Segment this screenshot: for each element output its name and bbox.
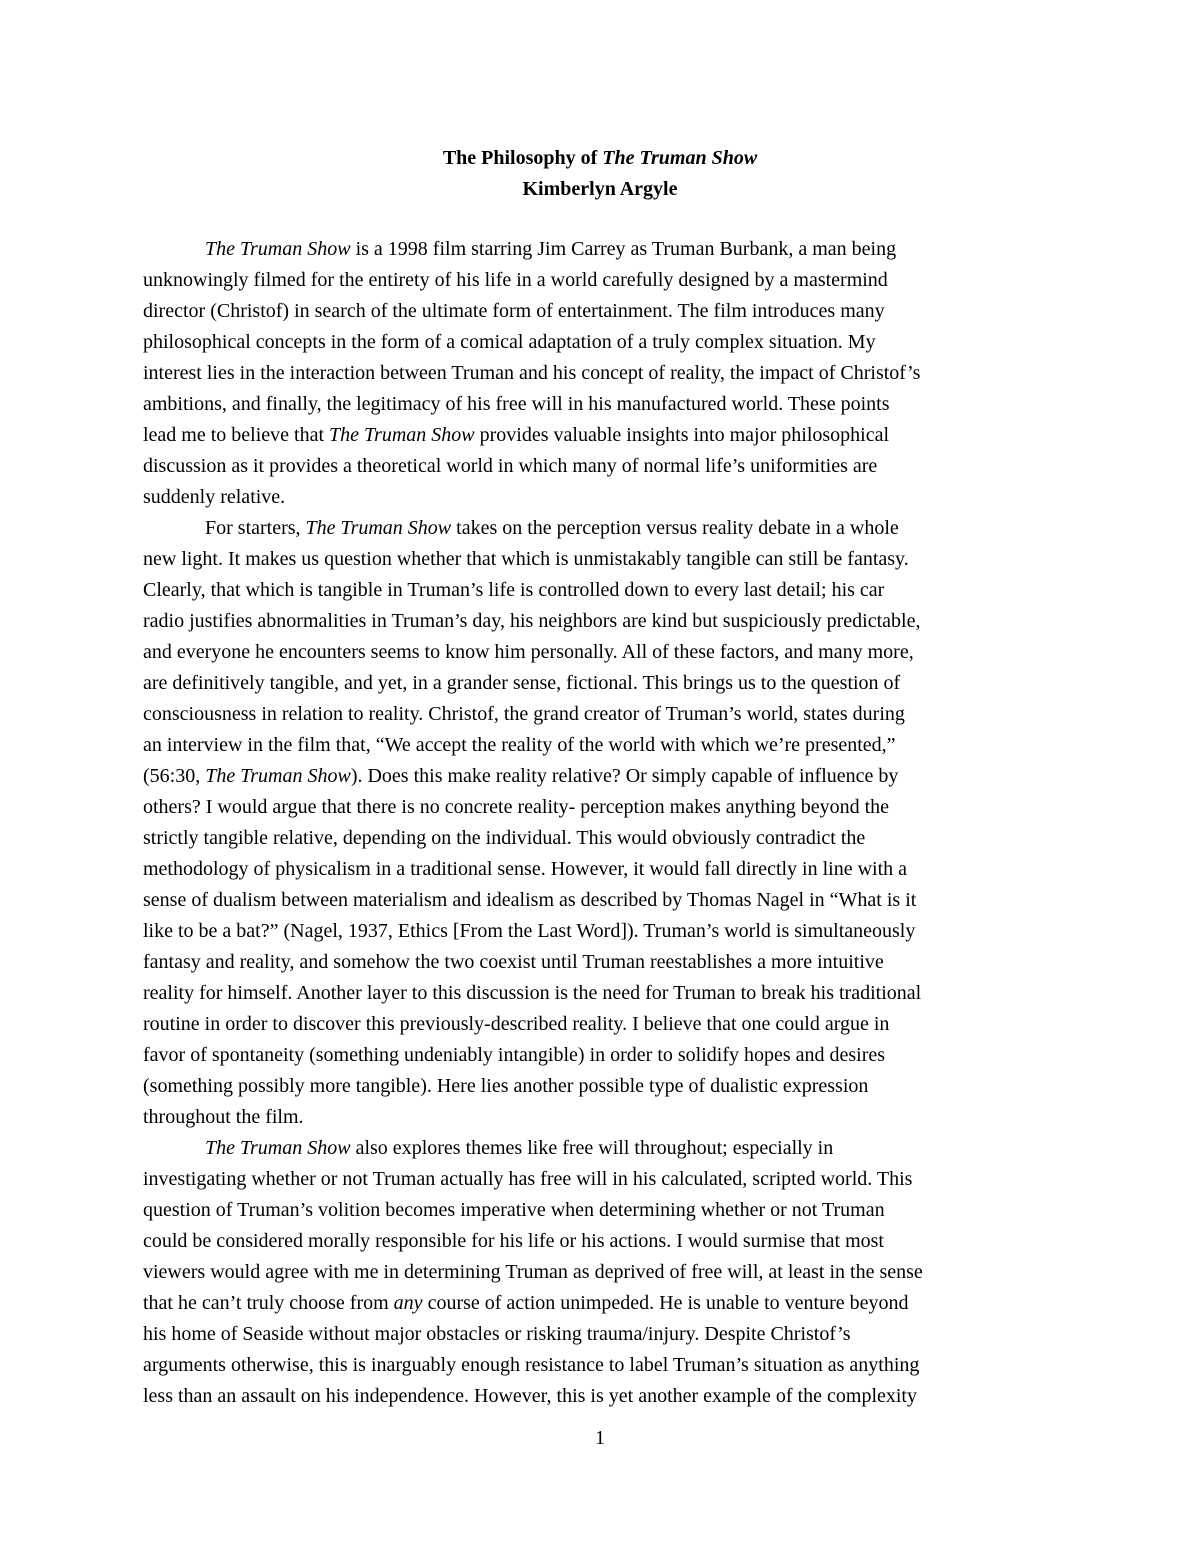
italic-title: The Truman Show bbox=[205, 238, 351, 260]
italic-title: any bbox=[393, 1292, 423, 1314]
paragraph bbox=[143, 1133, 1063, 1412]
paragraph bbox=[143, 234, 1063, 513]
paragraph bbox=[143, 513, 1063, 1133]
text-line bbox=[81, 575, 1063, 606]
text-segment: course of action unimpeded. He is unable to venture beyond bbox=[422, 1292, 909, 1314]
italic-title: The Truman Show bbox=[205, 1137, 351, 1159]
title-italic: The Truman Show bbox=[602, 147, 758, 169]
text-segment: methodology of physicalism in a traditional sense. However, it would fall directly in line with a bbox=[143, 858, 908, 880]
text-line bbox=[81, 823, 1063, 854]
text-segment: viewers would agree with me in determining Truman as deprived of free will, at least in the sense bbox=[143, 1261, 923, 1283]
text-segment: strictly tangible relative, depending on the individual. This would obviously contradict the bbox=[143, 827, 866, 849]
text-line bbox=[81, 1257, 1063, 1288]
text-segment: investigating whether or not Truman actually has free will in his calculated, scripted world. This bbox=[143, 1168, 913, 1190]
text-line bbox=[81, 854, 1063, 885]
text-line bbox=[81, 451, 1063, 482]
italic-title: The Truman Show bbox=[205, 765, 351, 787]
text-line bbox=[81, 1288, 1063, 1319]
text-line bbox=[81, 637, 1063, 668]
text-segment: takes on the perception versus reality debate in a whole bbox=[451, 517, 899, 539]
text-line bbox=[81, 420, 1063, 451]
text-line bbox=[81, 482, 1063, 513]
text-line bbox=[143, 234, 1063, 265]
text-segment: interest lies in the interaction between Truman and his concept of reality, the impact of Christof’s bbox=[143, 362, 921, 384]
text-line bbox=[81, 1350, 1063, 1381]
text-segment: radio justifies abnormalities in Truman’s day, his neighbors are kind but suspiciously predictable, bbox=[143, 610, 921, 632]
text-segment: his home of Seaside without major obstacles or risking trauma/injury. Despite Christof’s bbox=[143, 1323, 851, 1345]
text-segment: less than an assault on his independence. However, this is yet another example of the complexity bbox=[143, 1385, 917, 1407]
text-segment: sense of dualism between materialism and idealism as described by Thomas Nagel in “What is it bbox=[143, 889, 917, 911]
text-line bbox=[81, 947, 1063, 978]
text-line bbox=[81, 389, 1063, 420]
text-segment: discussion as it provides a theoretical world in which many of normal life’s uniformities are bbox=[143, 455, 878, 477]
text-segment: like to be a bat?” (Nagel, 1937, Ethics [From the Last Word]). Truman’s world is simultaneously bbox=[143, 920, 916, 942]
text-line bbox=[81, 1009, 1063, 1040]
text-segment: (something possibly more tangible). Here lies another possible type of dualistic expression bbox=[143, 1075, 869, 1097]
text-line bbox=[81, 1381, 1063, 1412]
document-header bbox=[0, 143, 1200, 205]
text-line bbox=[81, 1040, 1063, 1071]
text-line bbox=[81, 265, 1063, 296]
text-segment: unknowingly filmed for the entirety of his life in a world carefully designed by a mastermind bbox=[143, 269, 888, 291]
text-line bbox=[81, 296, 1063, 327]
text-segment: reality for himself. Another layer to this discussion is the need for Truman to break his traditional bbox=[143, 982, 922, 1004]
text-segment: could be considered morally responsible for his life or his actions. I would surmise that most bbox=[143, 1230, 884, 1252]
text-segment: ambitions, and finally, the legitimacy of his free will in his manufactured world. These points bbox=[143, 393, 890, 415]
text-line bbox=[81, 1226, 1063, 1257]
text-line bbox=[81, 1319, 1063, 1350]
text-line bbox=[81, 1164, 1063, 1195]
text-line bbox=[81, 358, 1063, 389]
text-segment: (56:30, bbox=[143, 765, 206, 787]
text-line bbox=[81, 668, 1063, 699]
text-segment: philosophical concepts in the form of a comical adaptation of a truly complex situation. My bbox=[143, 331, 876, 353]
text-segment: ). Does this make reality relative? Or simply capable of influence by bbox=[350, 765, 899, 787]
text-segment: that he can’t truly choose from bbox=[143, 1292, 394, 1314]
document-title bbox=[0, 143, 1200, 174]
text-line bbox=[81, 1071, 1063, 1102]
text-segment: fantasy and reality, and somehow the two coexist until Truman reestablishes a more intuitive bbox=[143, 951, 884, 973]
text-line bbox=[81, 916, 1063, 947]
text-line bbox=[81, 761, 1063, 792]
text-segment: routine in order to discover this previously-described reality. I believe that one could argue in bbox=[143, 1013, 890, 1035]
title-prefix: The Philosophy of bbox=[442, 147, 603, 169]
text-segment: consciousness in relation to reality. Christof, the grand creator of Truman’s world, states during bbox=[143, 703, 905, 725]
text-segment: director (Christof) in search of the ultimate form of entertainment. The film introduces many bbox=[143, 300, 885, 322]
page-number: 1 bbox=[595, 1427, 605, 1449]
text-line bbox=[81, 699, 1063, 730]
text-line bbox=[81, 544, 1063, 575]
italic-title: The Truman Show bbox=[305, 517, 452, 539]
italic-title: The Truman Show bbox=[329, 424, 475, 446]
text-segment: lead me to believe that bbox=[143, 424, 330, 446]
text-line bbox=[81, 1102, 1063, 1133]
text-segment: others? I would argue that there is no concrete reality- perception makes anything beyond the bbox=[143, 796, 890, 818]
text-segment: question of Truman’s volition becomes imperative when determining whether or not Truman bbox=[143, 1199, 885, 1221]
text-segment: new light. It makes us question whether that which is unmistakably tangible can still be fantasy. bbox=[143, 548, 909, 570]
text-line bbox=[81, 978, 1063, 1009]
document-body bbox=[143, 234, 1063, 1412]
text-line bbox=[81, 792, 1063, 823]
text-line bbox=[81, 606, 1063, 637]
text-segment: For starters, bbox=[205, 517, 306, 539]
text-line bbox=[143, 1133, 1063, 1164]
text-segment: arguments otherwise, this is inarguably enough resistance to label Truman’s situation as anything bbox=[143, 1354, 920, 1376]
text-segment: an interview in the film that, “We accept the reality of the world with which we’re presented,” bbox=[143, 734, 896, 756]
author-name: Kimberlyn Argyle bbox=[522, 178, 678, 200]
text-segment: favor of spontaneity (something undeniably intangible) in order to solidify hopes and desires bbox=[143, 1044, 886, 1066]
text-segment: Clearly, that which is tangible in Truman’s life is controlled down to every last detail; his car bbox=[143, 579, 885, 601]
text-line bbox=[81, 885, 1063, 916]
text-line bbox=[81, 1195, 1063, 1226]
text-segment: also explores themes like free will throughout; especially in bbox=[350, 1137, 834, 1159]
text-segment: throughout the film. bbox=[143, 1106, 304, 1128]
text-line bbox=[81, 730, 1063, 761]
text-segment: provides valuable insights into major philosophical bbox=[474, 424, 890, 446]
text-segment: and everyone he encounters seems to know him personally. All of these factors, and many more, bbox=[143, 641, 914, 663]
text-line bbox=[143, 513, 1063, 544]
text-segment: suddenly relative. bbox=[143, 486, 286, 508]
text-segment: are definitively tangible, and yet, in a grander sense, fictional. This brings us to the question of bbox=[143, 672, 901, 694]
text-segment: is a 1998 film starring Jim Carrey as Truman Burbank, a man being bbox=[350, 238, 897, 260]
text-line bbox=[81, 327, 1063, 358]
